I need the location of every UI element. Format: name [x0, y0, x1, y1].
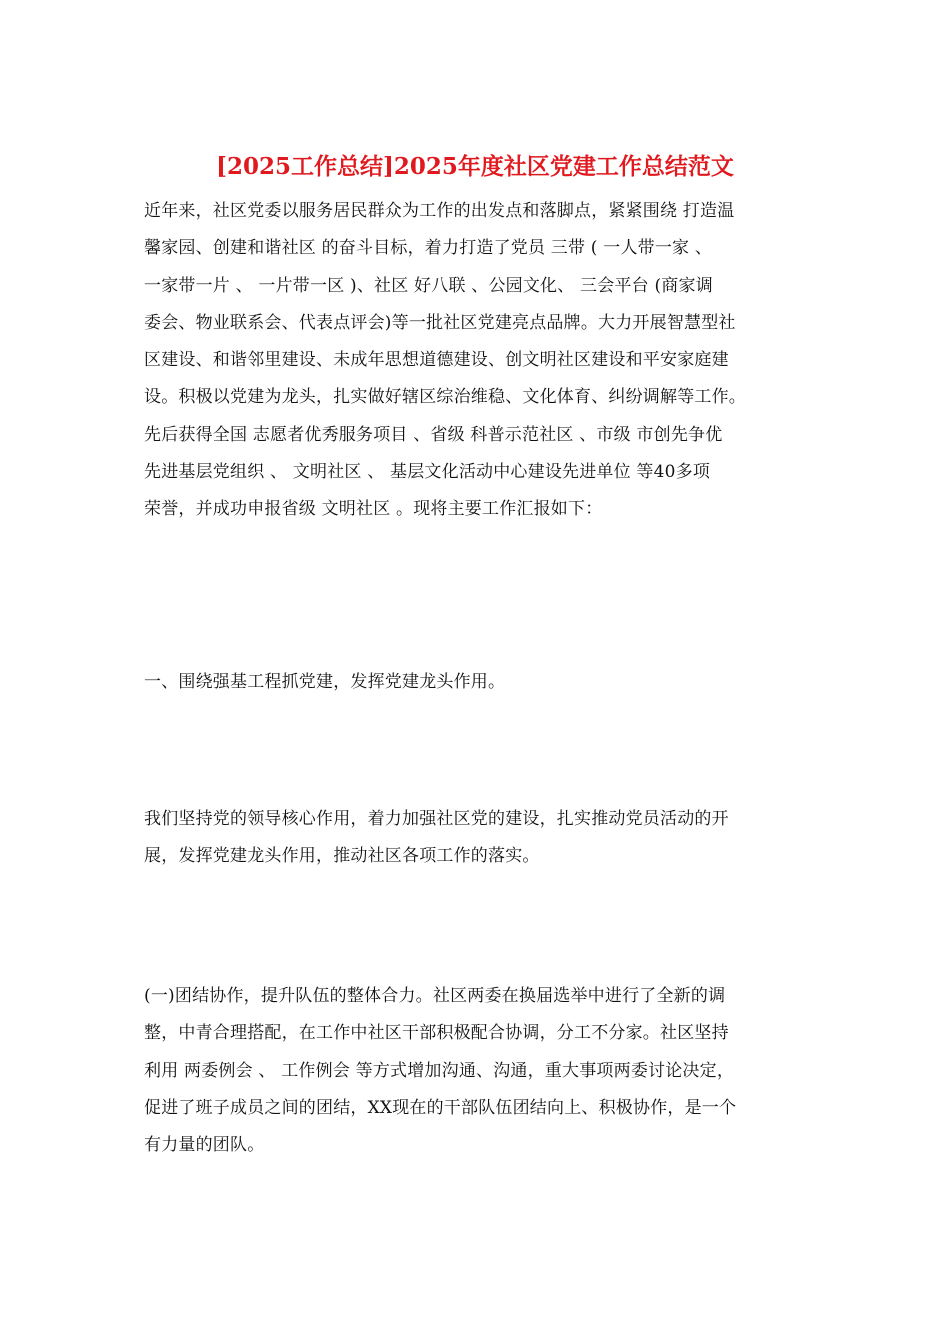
section-line: 展，发挥党建龙头作用，推动社区各项工作的落实。	[144, 846, 540, 867]
subsection-line: 整，中青合理搭配，在工作中社区干部积极配合协调，分工不分家。社区坚持	[144, 1023, 729, 1044]
intro-line: 先进基层党组织 、 文明社区 、 基层文化活动中心建设先进单位 等40多项	[144, 462, 711, 483]
intro-line: 委会、物业联系会、代表点评会)等一批社区党建亮点品牌。大力开展智慧型社	[144, 312, 736, 333]
intro-line: 设。积极以党建为龙头，扎实做好辖区综治维稳、文化体育、纠纷调解等工作。	[144, 387, 746, 408]
section-line: 我们坚持党的领导核心作用，着力加强社区党的建设，扎实推动党员活动的开	[144, 809, 729, 829]
subsection-paragraph	[144, 978, 808, 1164]
document-title: [2025工作总结]2025年度社区党建工作总结范文	[216, 153, 734, 180]
section-heading	[144, 664, 808, 701]
intro-line: 近年来，社区党委以服务居民群众为工作的出发点和落脚点，紧紧围绕 打造温	[144, 201, 735, 221]
intro-paragraph	[144, 193, 808, 529]
subsection-line: 有力量的团队。	[144, 1135, 265, 1156]
subsection-line: (一)团结协作，提升队伍的整体合力。社区两委在换届选举中进行了全新的调	[144, 986, 726, 1006]
subsection-line: 促进了班子成员之间的团结，XX现在的干部队伍团结向上、积极协作，是一个	[144, 1097, 737, 1118]
section-paragraph	[144, 801, 808, 876]
intro-line: 一家带一片 、 一片带一区 )、社区 好八联 、公园文化、 三会平台 (商家调	[144, 275, 713, 296]
intro-line: 先后获得全国 志愿者优秀服务项目 、省级 科普示范社区 、市级 市创先争优	[144, 424, 723, 445]
intro-line: 区建设、和谐邻里建设、未成年思想道德建设、创文明社区建设和平安家庭建	[144, 350, 729, 371]
intro-line: 馨家园、创建和谐社区 的奋斗目标，着力打造了党员 三带 ( 一人带一家 、	[144, 238, 713, 259]
intro-line: 荣誉，并成功申报省级 文明社区 。现将主要工作汇报如下：	[144, 499, 603, 520]
section-heading-text: 一、围绕强基工程抓党建，发挥党建龙头作用。	[144, 672, 506, 692]
subsection-line: 利用 两委例会 、 工作例会 等方式增加沟通、沟通，重大事项两委讨论决定，	[144, 1060, 735, 1081]
